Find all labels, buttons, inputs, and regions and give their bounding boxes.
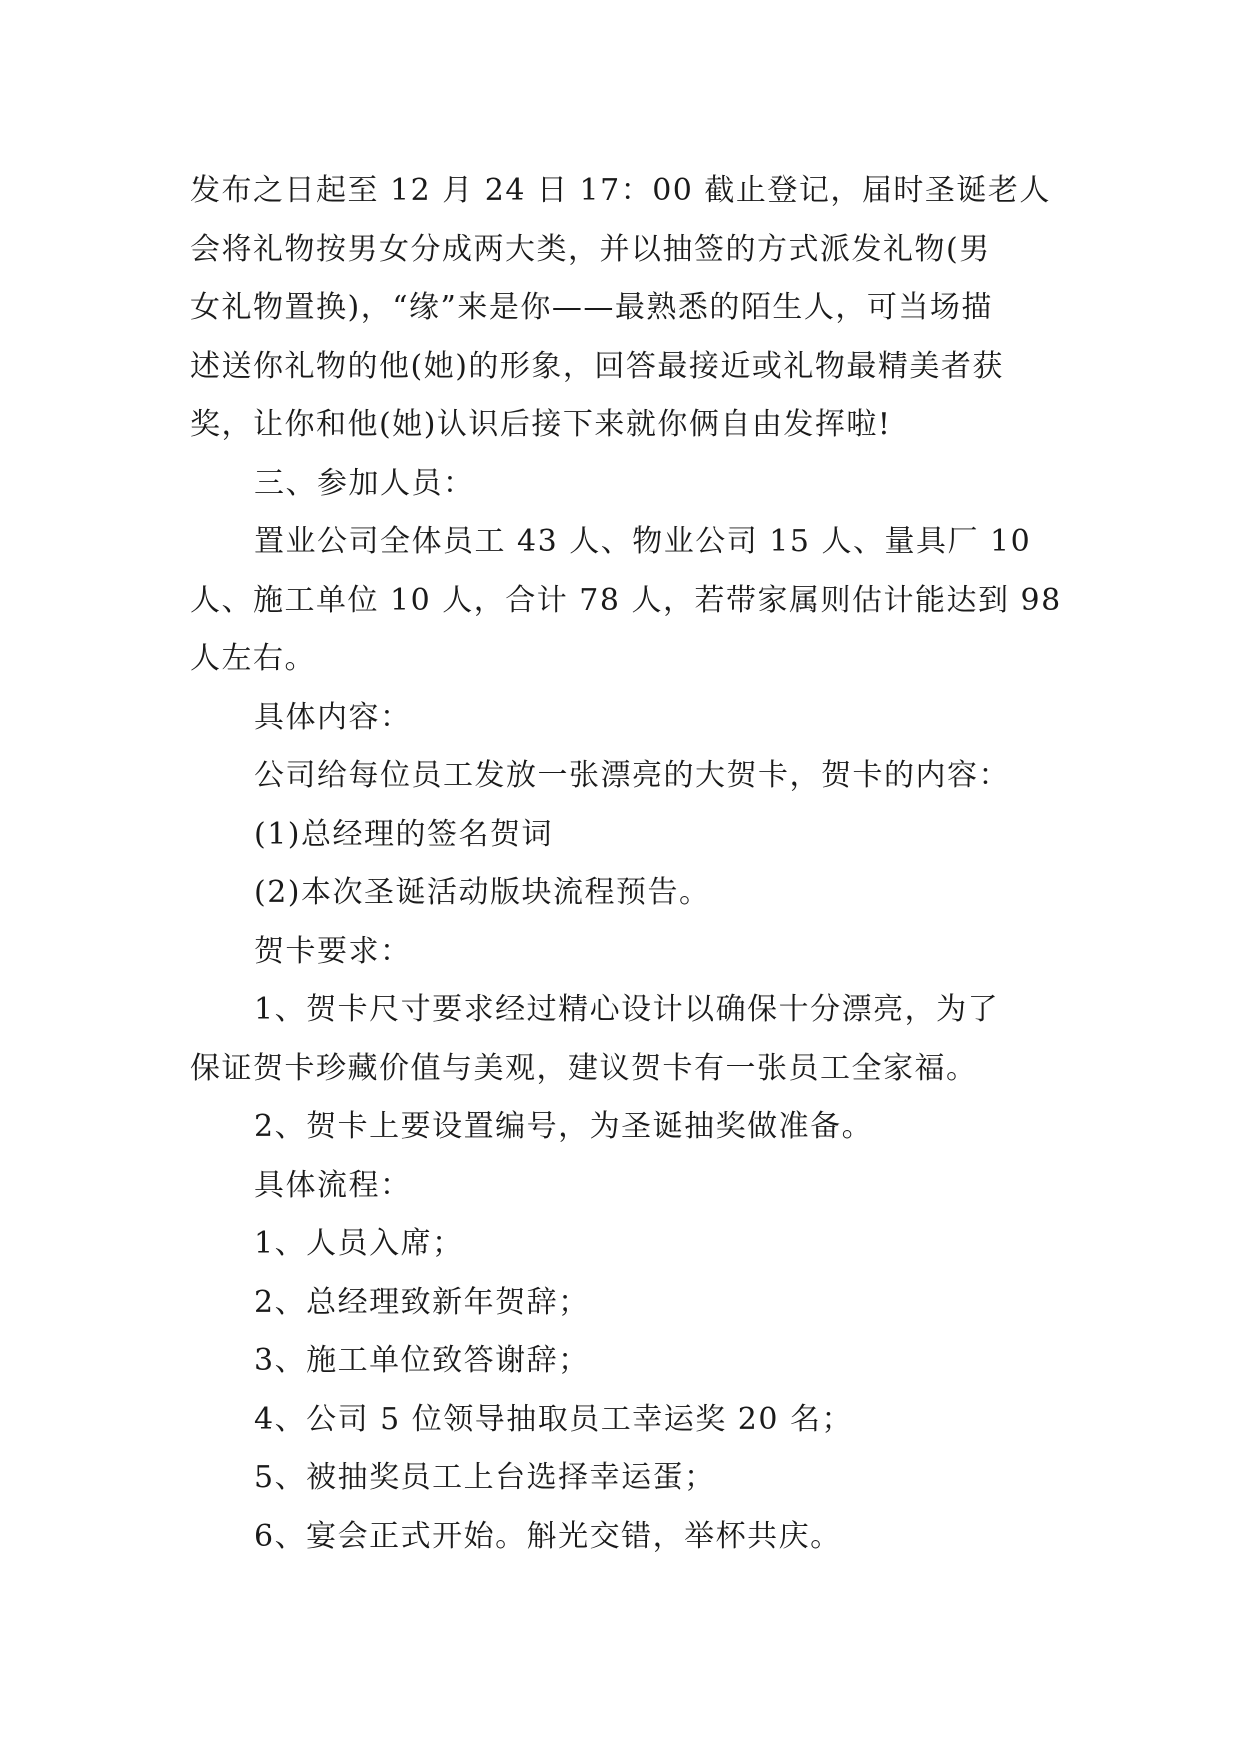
text-line: 人、施工单位 10 人，合计 78 人，若带家属则估计能达到 98: [190, 582, 1062, 618]
list-item: 2、总经理致新年贺辞；: [254, 1284, 590, 1320]
text-line: 女礼物置换)，“缘”来是你——最熟悉的陌生人，可当场描: [190, 290, 993, 325]
list-item: 1、贺卡尺寸要求经过精心设计以确保十分漂亮，为了: [254, 992, 1000, 1027]
text-line: 会将礼物按男女分成两大类，并以抽签的方式派发礼物(男: [190, 231, 991, 267]
list-item: 5、被抽奖员工上台选择幸运蛋；: [254, 1460, 716, 1495]
list-item: 2、贺卡上要设置编号，为圣诞抽奖做准备。: [254, 1109, 874, 1144]
text-line: 保证贺卡珍藏价值与美观，建议贺卡有一张员工全家福。: [190, 1050, 978, 1086]
section-heading: 具体内容：: [254, 699, 412, 735]
section-heading: 贺卡要求：: [254, 933, 412, 969]
document-body: [190, 162, 1062, 1566]
section-heading: 三、参加人员：: [254, 465, 475, 501]
list-item: 4、公司 5 位领导抽取员工幸运奖 20 名；: [254, 1401, 853, 1437]
list-item: 1、人员入席；: [254, 1226, 464, 1261]
list-item: 3、施工单位致答谢辞；: [254, 1343, 590, 1378]
text-line: 置业公司全体员工 43 人、物业公司 15 人、量具厂 10: [254, 524, 1032, 559]
text-line: 奖，让你和他(她)认识后接下来就你俩自由发挥啦!: [190, 407, 892, 442]
text-line: 发布之日起至 12 月 24 日 17：00 截止登记，届时圣诞老人: [190, 173, 1051, 208]
text-line: 述送你礼物的他(她)的形象，回答最接近或礼物最精美者获: [190, 348, 1004, 384]
text-line: 公司给每位员工发放一张漂亮的大贺卡，贺卡的内容：: [254, 758, 1010, 793]
text-line: 人左右。: [190, 641, 316, 676]
section-heading: 具体流程：: [254, 1167, 412, 1203]
list-item: (2)本次圣诞活动版块流程预告。: [254, 875, 711, 910]
list-item: (1)总经理的签名贺词: [254, 816, 553, 852]
list-item: 6、宴会正式开始。斛光交错，举杯共庆。: [254, 1518, 842, 1554]
